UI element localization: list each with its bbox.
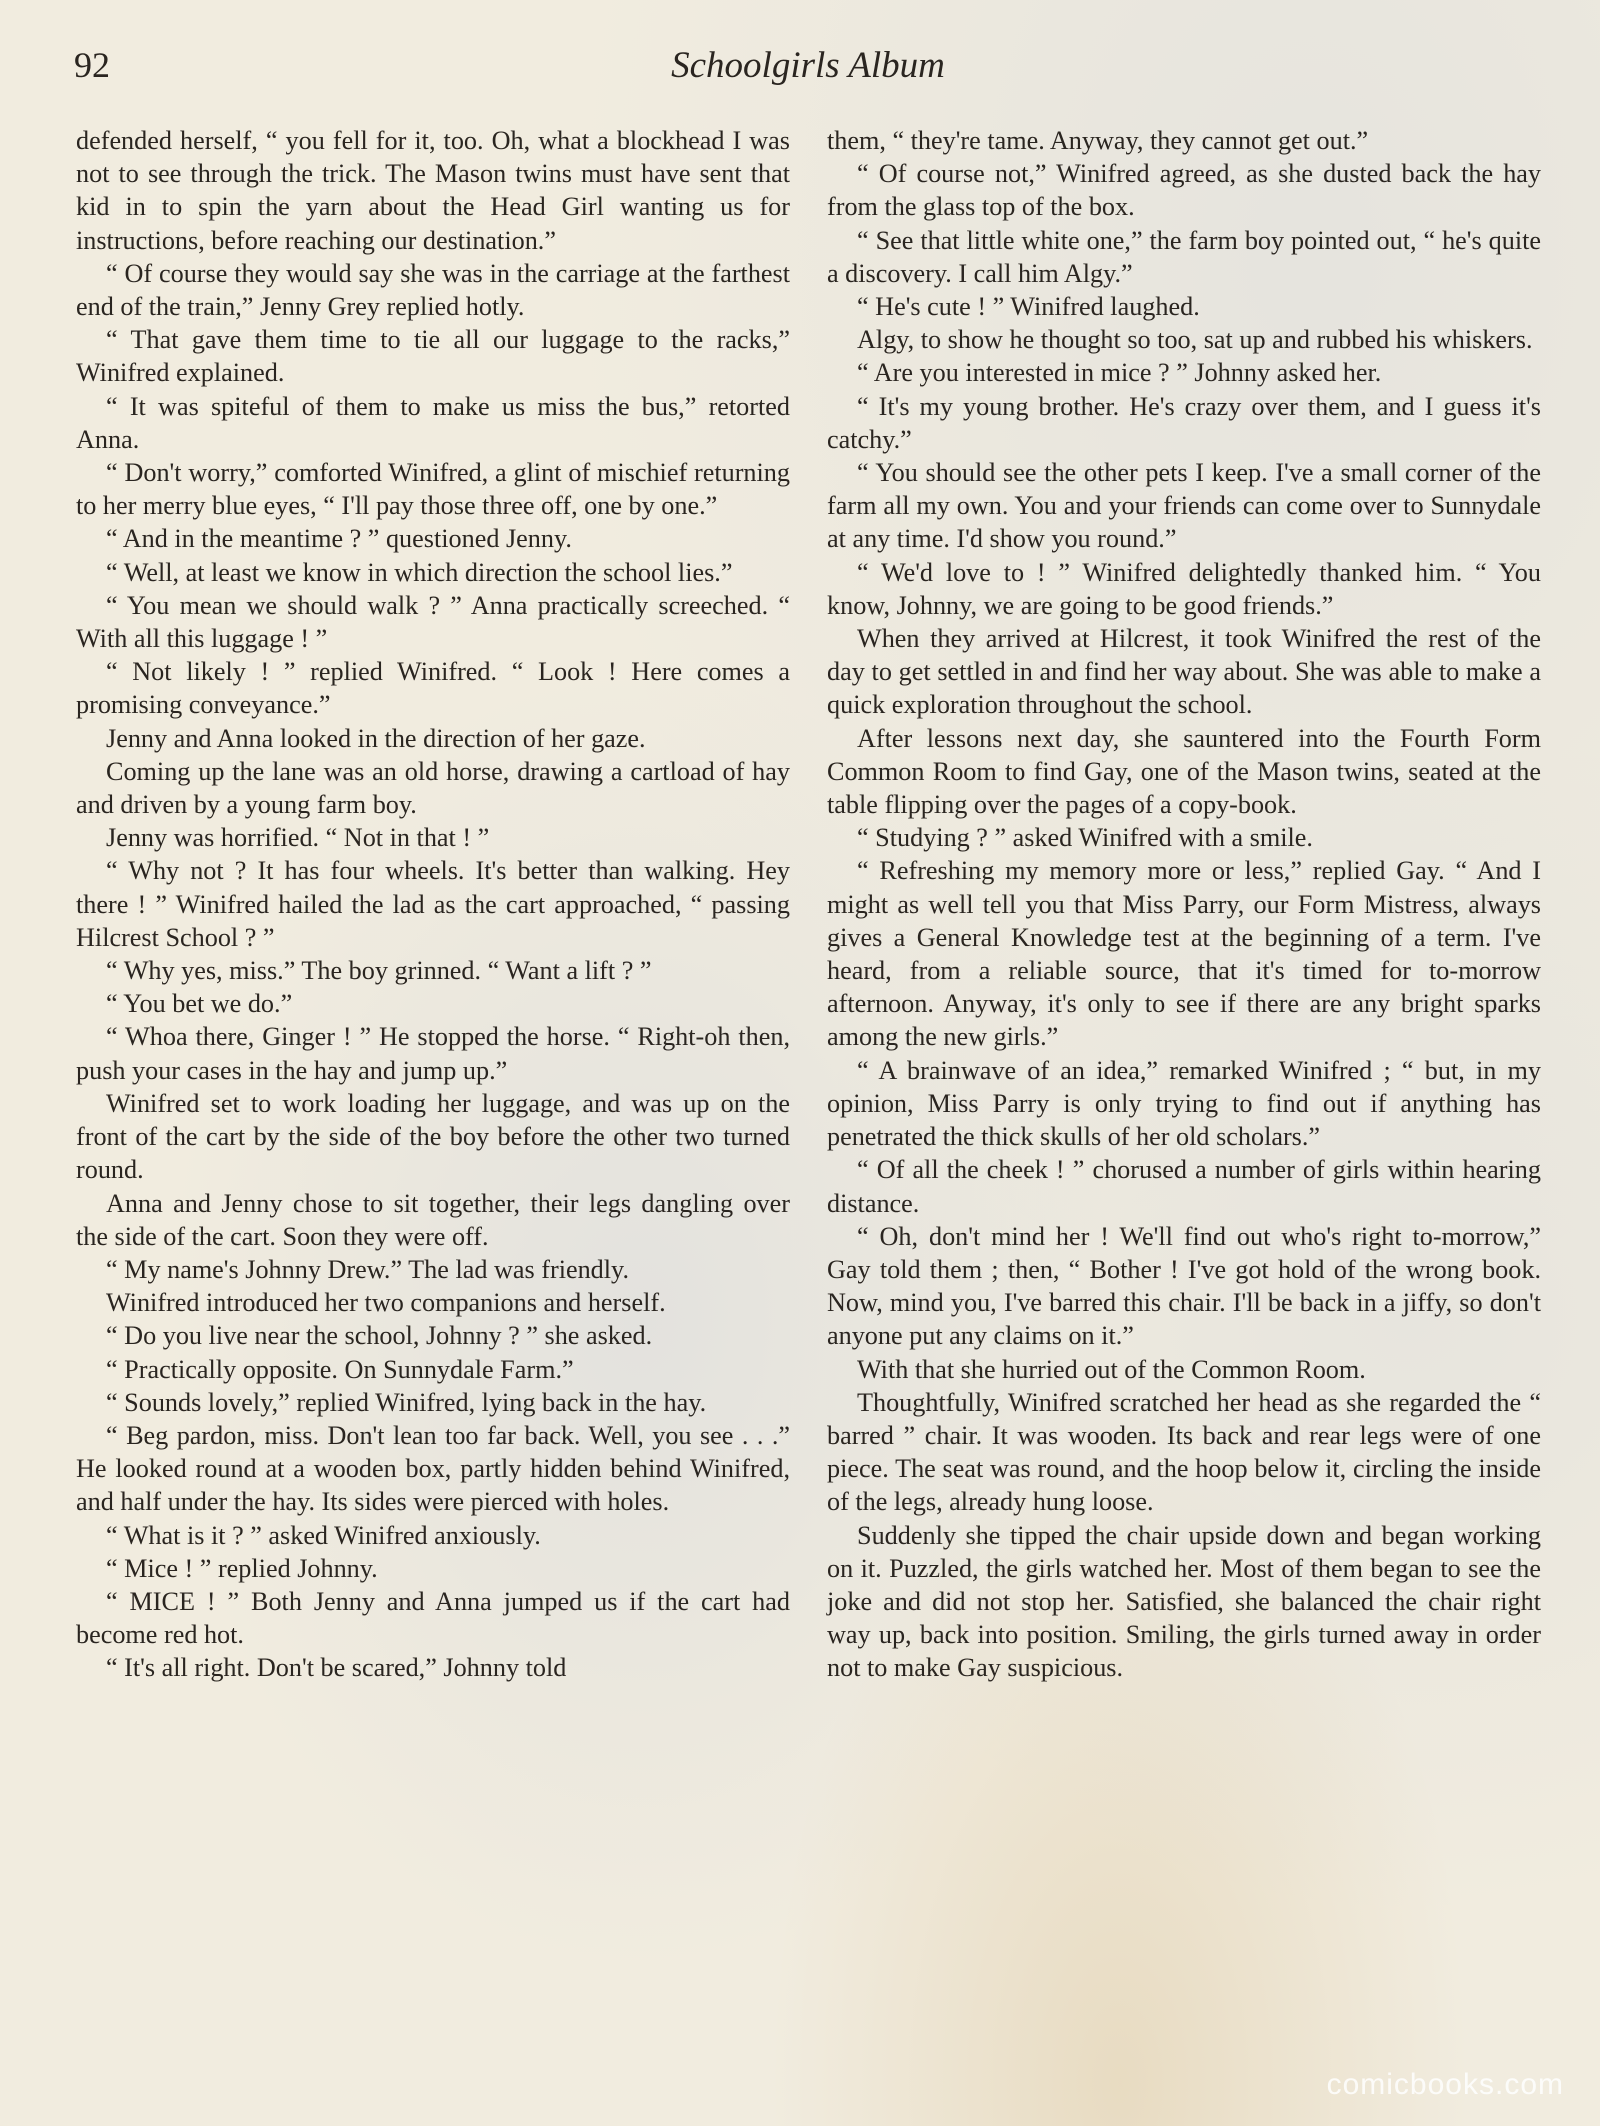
watermark: comicbooks.com	[1326, 2068, 1564, 2101]
page-number: 92	[74, 45, 110, 85]
paragraph: “ We'd love to ! ” Winifred delightedly thanked him. “ You know, Johnny, we are going to be good friends.”	[827, 557, 1541, 620]
paragraph: Anna and Jenny chose to sit together, their legs dangling over the side of the cart. Soon they were off.	[76, 1188, 790, 1251]
paragraph: “ What is it ? ” asked Winifred anxiously.	[106, 1520, 541, 1550]
paragraph: Algy, to show he thought so too, sat up and rubbed his whiskers.	[857, 325, 1533, 355]
left-text-column	[76, 124, 790, 1685]
paragraph: “ It was spiteful of them to make us miss the bus,” retorted Anna.	[76, 391, 790, 454]
paragraph: When they arrived at Hilcrest, it took Winifred the rest of the day to get settled in and find her way about. She was able to make a quick exploration throughout the school.	[827, 624, 1541, 720]
paragraph: “ Refreshing my memory more or less,” replied Gay. “ And I might as well tell you that Miss Parry, our Form Mistress, always gives a General Knowledge test at the beginning of a term. I've heard, from a reliable source, that it's timed for to-morrow afternoon. Anyway, it's only to see if there are any bright sparks among the new girls.”	[827, 856, 1541, 1052]
paragraph: Winifred set to work loading her luggage, and was up on the front of the cart by the side of the boy before the other two turned round.	[76, 1088, 790, 1185]
paragraph: Winifred introduced her two companions and herself.	[106, 1288, 666, 1318]
paragraph: “ Oh, don't mind her ! We'll find out who's right to-morrow,” Gay told them ; then, “ Bother ! I've got hold of the wrong book. Now, mind you, I've barred this chair. I'll be back in a jiffy, so don't anyone put any claims on it.”	[827, 1221, 1541, 1351]
paragraph: “ Why not ? It has four wheels. It's better than walking. Hey there ! ” Winifred hailed the lad as the cart approached, “ passing Hilcrest School ? ”	[76, 856, 790, 952]
paragraph: “ Of course they would say she was in the carriage at the farthest end of the train,” Jenny Grey replied hotly.	[76, 258, 790, 322]
paragraph: them, “ they're tame. Anyway, they cannot get out.”	[827, 126, 1369, 155]
page-header	[74, 44, 1542, 100]
paragraph: “ Sounds lovely,” replied Winifred, lying back in the hay.	[106, 1387, 707, 1417]
paragraph: With that she hurried out of the Common Room.	[857, 1354, 1366, 1384]
paragraph: “ Studying ? ” asked Winifred with a smile.	[857, 823, 1313, 853]
paragraph: “ MICE ! ” Both Jenny and Anna jumped us if the cart had become red hot.	[76, 1586, 790, 1650]
paragraph: “ Don't worry,” comforted Winifred, a glint of mischief returning to her merry blue eyes, “ I'll pay those three off, one by one.”	[76, 458, 790, 521]
paragraph: “ Do you live near the school, Johnny ? ” she asked.	[106, 1321, 653, 1351]
paragraph: After lessons next day, she sauntered into the Fourth Form Common Room to find Gay, one of the Mason twins, seated at the table flipping over the pages of a copy-book.	[827, 723, 1541, 820]
paragraph: “ Practically opposite. On Sunnydale Farm.”	[106, 1354, 574, 1384]
paragraph: Jenny was horrified. “ Not in that ! ”	[106, 823, 490, 853]
paragraph: “ Mice ! ” replied Johnny.	[106, 1553, 378, 1583]
paragraph: “ You should see the other pets I keep. I've a small corner of the farm all my own. You and your friends can come over to Sunnydale at any time. I'd show you round.”	[827, 458, 1541, 554]
paragraph: “ Beg pardon, miss. Don't lean too far back. Well, you see . . .” He looked round at a wooden box, partly hidden behind Winifred, and half under the hay. Its sides were pierced with holes.	[76, 1420, 790, 1517]
paragraph: “ That gave them time to tie all our luggage to the racks,” Winifred explained.	[76, 325, 790, 388]
paragraph: “ See that little white one,” the farm boy pointed out, “ he's quite a discovery. I call him Algy.”	[827, 225, 1541, 288]
paragraph: “ It's my young brother. He's crazy over them, and I guess it's catchy.”	[827, 391, 1541, 454]
paragraph: Thoughtfully, Winifred scratched her head as she regarded the “ barred ” chair. It was wooden. Its back and rear legs were of one piece. The seat was round, and the hoop below it, circling the inside of the legs, already hung loose.	[827, 1387, 1541, 1517]
paragraph: Jenny and Anna looked in the direction of her gaze.	[106, 723, 646, 753]
paragraph: “ It's all right. Don't be scared,” Johnny told	[106, 1653, 567, 1683]
paragraph: “ Whoa there, Ginger ! ” He stopped the horse. “ Right-oh then, push your cases in the hay and jump up.”	[76, 1022, 790, 1085]
paragraph: “ Of course not,” Winifred agreed, as she dusted back the hay from the glass top of the box.	[827, 159, 1541, 222]
right-text-column	[827, 124, 1541, 1685]
paragraph: Suddenly she tipped the chair upside down and began working on it. Puzzled, the girls watched her. Most of them began to see the joke and did not stop her. Satisfied, she balanced the chair right way up, back into position. Smiling, the girls turned away in order not to make Gay suspicious.	[827, 1520, 1541, 1683]
paragraph: “ A brainwave of an idea,” remarked Winifred ; “ but, in my opinion, Miss Parry is only trying to find out if anything has penetrated the thick skulls of her old scholars.”	[827, 1055, 1541, 1152]
paragraph: “ Why yes, miss.” The boy grinned. “ Want a lift ? ”	[106, 956, 652, 986]
paragraph: “ Not likely ! ” replied Winifred. “ Look ! Here comes a promising conveyance.”	[76, 657, 790, 720]
paragraph: “ My name's Johnny Drew.” The lad was friendly.	[106, 1254, 629, 1284]
paragraph: “ Are you interested in mice ? ” Johnny asked her.	[857, 358, 1382, 388]
paragraph: “ Of all the cheek ! ” chorused a number of girls within hearing distance.	[827, 1155, 1541, 1218]
paragraph: “ You mean we should walk ? ” Anna practically screeched. “ With all this luggage ! ”	[76, 590, 790, 654]
paragraph: “ Well, at least we know in which direction the school lies.”	[106, 557, 733, 587]
paragraph: defended herself, “ you fell for it, too. Oh, what a blockhead I was not to see through the trick. The Mason twins must have sent that kid in to spin the yarn about the Head Girl wanting us for instructions, before reaching our destination.”	[76, 126, 790, 255]
paragraph: “ And in the meantime ? ” questioned Jenny.	[106, 524, 572, 554]
running-title: Schoolgirls Album	[671, 45, 945, 86]
paragraph: “ He's cute ! ” Winifred laughed.	[857, 292, 1200, 322]
paragraph: “ You bet we do.”	[106, 989, 293, 1019]
paragraph: Coming up the lane was an old horse, drawing a cartload of hay and driven by a young farm boy.	[76, 756, 790, 820]
